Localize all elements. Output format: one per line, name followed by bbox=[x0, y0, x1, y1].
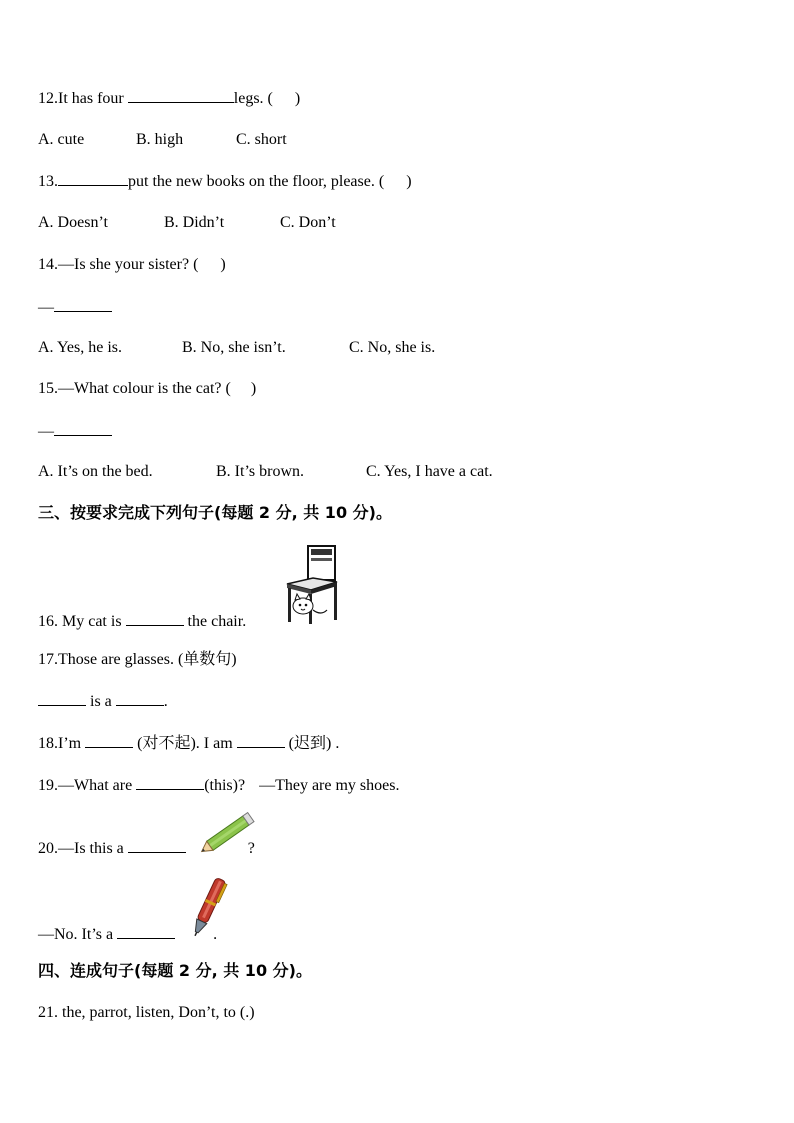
question-18 bbox=[38, 733, 339, 754]
q12-close: ) bbox=[294, 90, 301, 107]
q17-end: . bbox=[163, 693, 168, 710]
q12-option-b[interactable]: B. high bbox=[136, 131, 184, 148]
q18-blank-1[interactable] bbox=[85, 733, 133, 748]
question-17 bbox=[38, 650, 237, 670]
question-20 bbox=[38, 838, 255, 859]
q12-blank[interactable] bbox=[128, 88, 234, 103]
q15-number: 15. bbox=[38, 380, 58, 397]
section-3-heading: 三、按要求完成下列句子(每题 2 分, 共 10 分)。 bbox=[38, 503, 392, 522]
q17-mid: is a bbox=[86, 693, 116, 710]
q14-option-c[interactable]: C. No, she is. bbox=[349, 339, 436, 356]
q18-blank-2[interactable] bbox=[237, 733, 285, 748]
q15-response-line bbox=[38, 421, 112, 442]
q21-number: 21. bbox=[38, 1004, 58, 1021]
q15-option-b[interactable]: B. It’s brown. bbox=[216, 463, 304, 480]
q18-part-2: (对不起). I am bbox=[133, 735, 237, 752]
q21-text: the, parrot, listen, Don’t, to (.) bbox=[58, 1004, 255, 1021]
q15-close: ) bbox=[250, 380, 257, 397]
q15-options bbox=[38, 462, 493, 482]
q12-number: 12. bbox=[38, 90, 58, 107]
q14-number: 14. bbox=[38, 256, 58, 273]
q13-number: 13. bbox=[38, 173, 58, 190]
q12-text-after: legs. ( bbox=[233, 90, 273, 107]
q19-part-1: —What are bbox=[58, 777, 137, 794]
q15-option-c[interactable]: C. Yes, I have a cat. bbox=[366, 463, 493, 480]
q20-blank-1[interactable] bbox=[128, 838, 186, 853]
question-14 bbox=[38, 255, 226, 275]
q12-text-before: It has four bbox=[58, 90, 128, 107]
question-19 bbox=[38, 775, 399, 796]
q20-end: . bbox=[213, 926, 218, 943]
q14-option-b[interactable]: B. No, she isn’t. bbox=[182, 339, 286, 356]
q20-question-mark: ? bbox=[247, 840, 255, 857]
q14-options bbox=[38, 338, 435, 358]
q17-blank-1[interactable] bbox=[38, 691, 86, 706]
q20-number: 20. bbox=[38, 840, 58, 857]
q12-options bbox=[38, 130, 287, 150]
q20-part-1: —Is this a bbox=[58, 840, 128, 857]
q14-dash: — bbox=[38, 299, 54, 316]
question-12 bbox=[38, 88, 300, 109]
q17-blank-2[interactable] bbox=[116, 691, 164, 706]
q16-number: 16. bbox=[38, 613, 58, 630]
q17-text: Those are glasses. (单数句) bbox=[58, 651, 237, 668]
q15-text: —What colour is the cat? ( bbox=[58, 380, 231, 397]
q19-part-2: (this)? bbox=[204, 777, 246, 794]
question-15 bbox=[38, 379, 256, 399]
q18-part-3: (迟到) . bbox=[284, 735, 340, 752]
q14-close: ) bbox=[220, 256, 226, 273]
q13-close: ) bbox=[406, 173, 412, 190]
q18-number: 18. bbox=[38, 735, 58, 752]
q13-option-c[interactable]: C. Don’t bbox=[280, 214, 336, 231]
q20-part-2: —No. It’s a bbox=[38, 926, 118, 943]
q16-text-before: My cat is bbox=[58, 613, 126, 630]
q15-blank[interactable] bbox=[54, 421, 112, 436]
q13-option-a[interactable]: A. Doesn’t bbox=[38, 214, 108, 231]
q14-response-line bbox=[38, 297, 112, 318]
q19-number: 19. bbox=[38, 777, 58, 794]
q18-part-1: I’m bbox=[58, 735, 86, 752]
question-16 bbox=[38, 611, 246, 632]
q15-option-a[interactable]: A. It’s on the bed. bbox=[38, 463, 153, 480]
q12-option-a[interactable]: A. cute bbox=[38, 131, 85, 148]
q13-text: put the new books on the floor, please. ( bbox=[128, 173, 385, 190]
q17-answer-line bbox=[38, 691, 168, 712]
q16-blank[interactable] bbox=[126, 611, 184, 626]
q14-option-a[interactable]: A. Yes, he is. bbox=[38, 339, 123, 356]
q13-options bbox=[38, 213, 336, 233]
section-4-heading: 四、连成句子(每题 2 分, 共 10 分)。 bbox=[38, 961, 312, 980]
q19-blank[interactable] bbox=[136, 775, 204, 790]
q20-blank-2[interactable] bbox=[117, 924, 175, 939]
q19-part-3: —They are my shoes. bbox=[259, 777, 400, 794]
question-21 bbox=[38, 1003, 255, 1023]
chair-with-cat-under-icon bbox=[283, 544, 339, 626]
q15-dash: — bbox=[38, 423, 54, 440]
q17-number: 17. bbox=[38, 651, 58, 668]
q16-text-after: the chair. bbox=[183, 613, 247, 630]
q20-response-line bbox=[38, 924, 217, 945]
question-13 bbox=[38, 171, 412, 192]
q12-option-c[interactable]: C. short bbox=[236, 131, 287, 148]
q14-text: —Is she your sister? ( bbox=[58, 256, 199, 273]
q14-blank[interactable] bbox=[54, 297, 112, 312]
q13-blank[interactable] bbox=[58, 171, 128, 186]
q13-option-b[interactable]: B. Didn’t bbox=[164, 214, 225, 231]
